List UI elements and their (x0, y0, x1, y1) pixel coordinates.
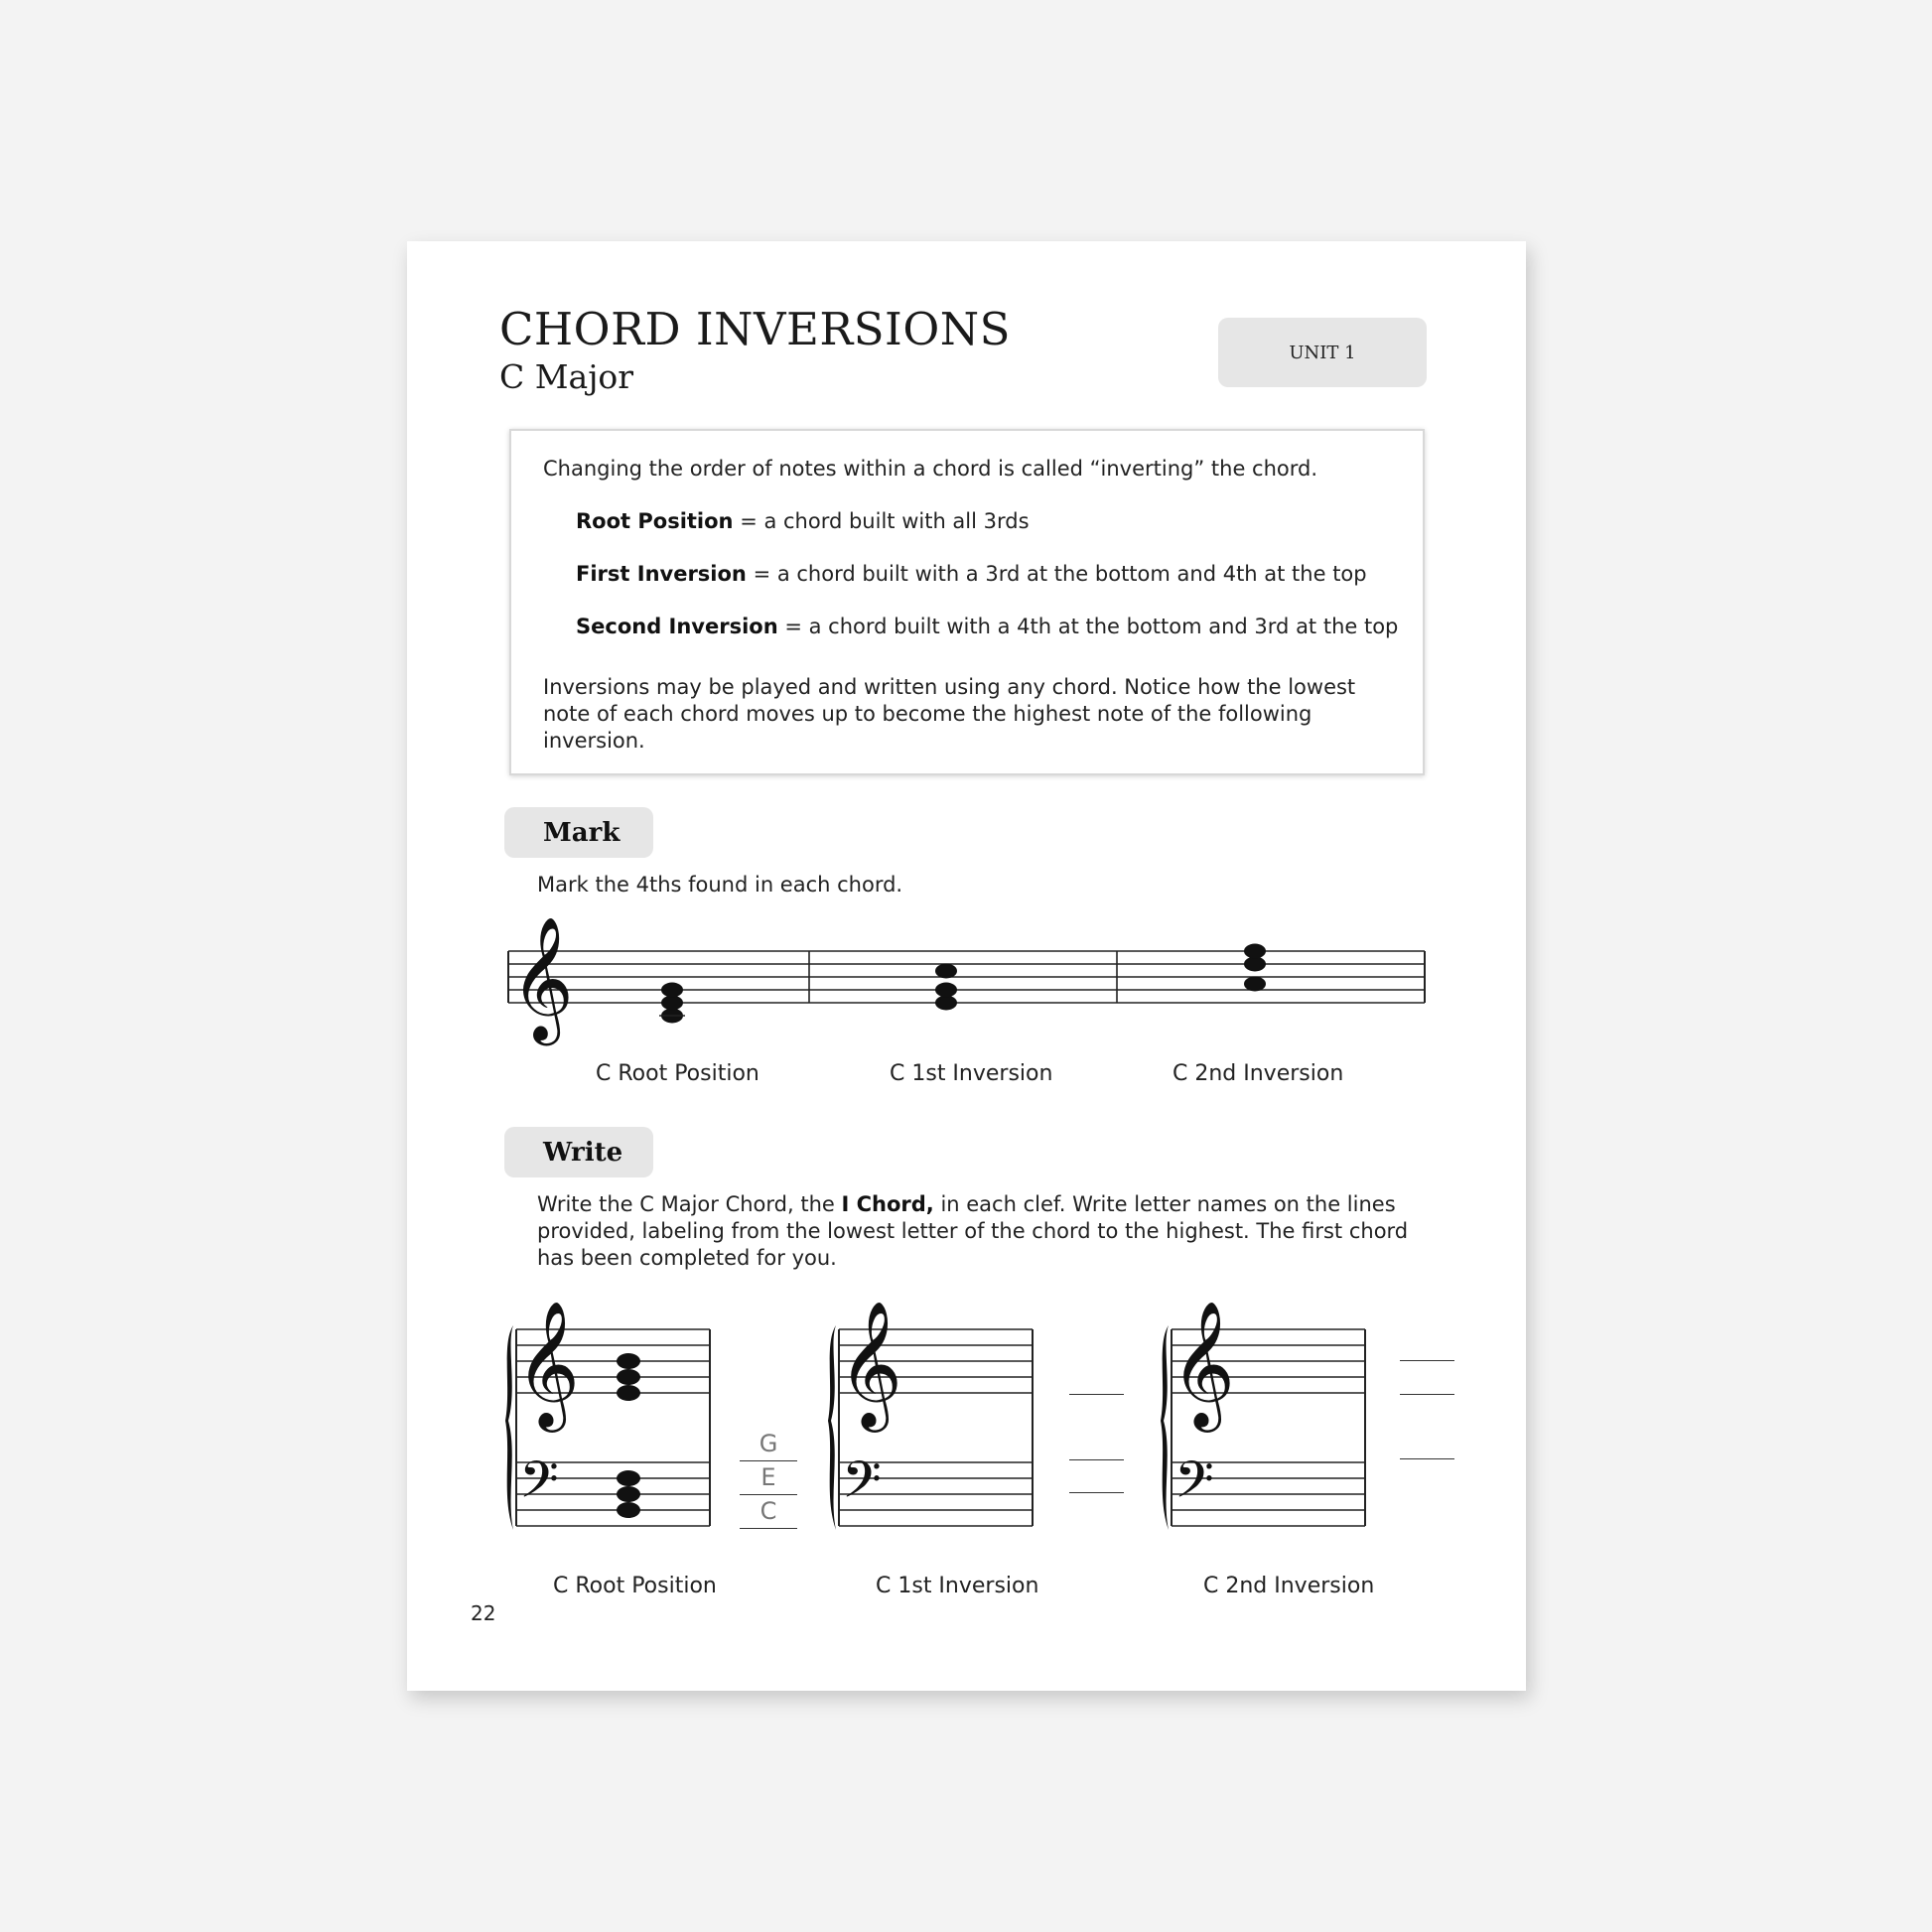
treble-clef-icon: 𝄞 (515, 1300, 581, 1427)
bass-clef-icon: 𝄢 (842, 1449, 882, 1522)
definition-first-inversion (576, 561, 1367, 588)
mark-label-first-inversion: C 1st Inversion (890, 1061, 1053, 1086)
write-label-first-inversion: C 1st Inversion (876, 1574, 1039, 1598)
definition-term: Root Position (576, 509, 734, 533)
chord-c-root-position (659, 983, 685, 1024)
whole-note-icon (935, 964, 957, 979)
grand-staff-brace-icon (505, 1325, 513, 1530)
chord-c-first-inversion (935, 964, 957, 1011)
answer-line[interactable] (1400, 1360, 1454, 1361)
mark-label-root-position: C Root Position (596, 1061, 759, 1086)
write-instruction (537, 1191, 1411, 1272)
whole-note-icon (617, 1369, 640, 1385)
whole-note-icon (661, 996, 683, 1011)
bass-clef-icon: 𝄢 (519, 1449, 559, 1522)
whole-note-icon (617, 1385, 640, 1401)
whole-note-icon (617, 1502, 640, 1518)
whole-note-icon (1244, 957, 1266, 972)
treble-clef-icon: 𝄞 (1171, 1300, 1236, 1427)
page-title: CHORD INVERSIONS (499, 303, 1011, 355)
answer-line[interactable] (1069, 1492, 1124, 1493)
mark-label-second-inversion: C 2nd Inversion (1173, 1061, 1344, 1086)
definition-intro: Changing the order of notes within a chord is called “inverting” the chord. (543, 457, 1318, 481)
whole-note-icon (661, 983, 683, 998)
treble-clef-icon: 𝄞 (510, 916, 574, 1040)
answer-line[interactable] (1400, 1458, 1454, 1459)
grand-staff-brace-icon (828, 1325, 836, 1530)
page-number: 22 (471, 1601, 496, 1625)
write-instruction-bold: I Chord, (841, 1192, 934, 1216)
write-instruction-text: Write the C Major Chord, the (537, 1192, 842, 1216)
bass-clef-icon: 𝄢 (1174, 1449, 1214, 1522)
whole-note-icon (617, 1353, 640, 1369)
definition-box (509, 429, 1425, 775)
treble-clef-icon: 𝄞 (838, 1300, 903, 1427)
answer-line[interactable] (1400, 1394, 1454, 1395)
whole-note-icon (617, 1486, 640, 1502)
grand-staff-example (499, 1294, 728, 1542)
write-instruction-text: in each clef. Write letter names on the lines provided, labeling from the lowest letter of the chord to the highest. The first chord has been completed for you. (537, 1192, 1409, 1270)
whole-note-icon (935, 983, 957, 998)
answer-line[interactable] (1069, 1459, 1124, 1460)
definition-text: = a chord built with all 3rds (733, 509, 1030, 533)
definition-text: = a chord built with a 4th at the bottom and 3rd at the top (777, 615, 1399, 638)
definition-root-position (576, 508, 1030, 535)
chord-c-second-inversion (1244, 944, 1266, 992)
whole-note-icon (935, 996, 957, 1011)
answer-letter: E (740, 1461, 797, 1495)
grand-staff-second-inversion[interactable] (1155, 1294, 1383, 1542)
definition-term: Second Inversion (576, 615, 778, 638)
grand-staff-first-inversion[interactable] (822, 1294, 1050, 1542)
answer-line[interactable] (1069, 1394, 1124, 1395)
answer-letter: C (740, 1495, 797, 1529)
mark-section-heading: Mark (504, 807, 653, 858)
definition-text: = a chord built with a 3rd at the bottom and 4th at the top (746, 562, 1367, 586)
mark-staff (506, 916, 1430, 1055)
write-label-root-position: C Root Position (553, 1574, 717, 1598)
workbook-page (407, 241, 1526, 1691)
whole-note-icon (1244, 944, 1266, 959)
definition-closing: Inversions may be played and written using any chord. Notice how the lowest note of each chord moves up to become the highest note of the following inversion. (543, 675, 1356, 753)
page-subtitle: C Major (499, 357, 634, 396)
example-answer-lines (740, 1428, 797, 1529)
write-section-heading: Write (504, 1127, 653, 1177)
whole-note-icon (617, 1470, 640, 1486)
write-label-second-inversion: C 2nd Inversion (1203, 1574, 1375, 1598)
whole-note-icon (1244, 977, 1266, 992)
unit-badge: UNIT 1 (1218, 318, 1427, 387)
definition-term: First Inversion (576, 562, 747, 586)
mark-instruction: Mark the 4ths found in each chord. (537, 873, 903, 897)
answer-letter: G (740, 1428, 797, 1461)
grand-staff-brace-icon (1161, 1325, 1169, 1530)
definition-second-inversion (576, 614, 1398, 640)
